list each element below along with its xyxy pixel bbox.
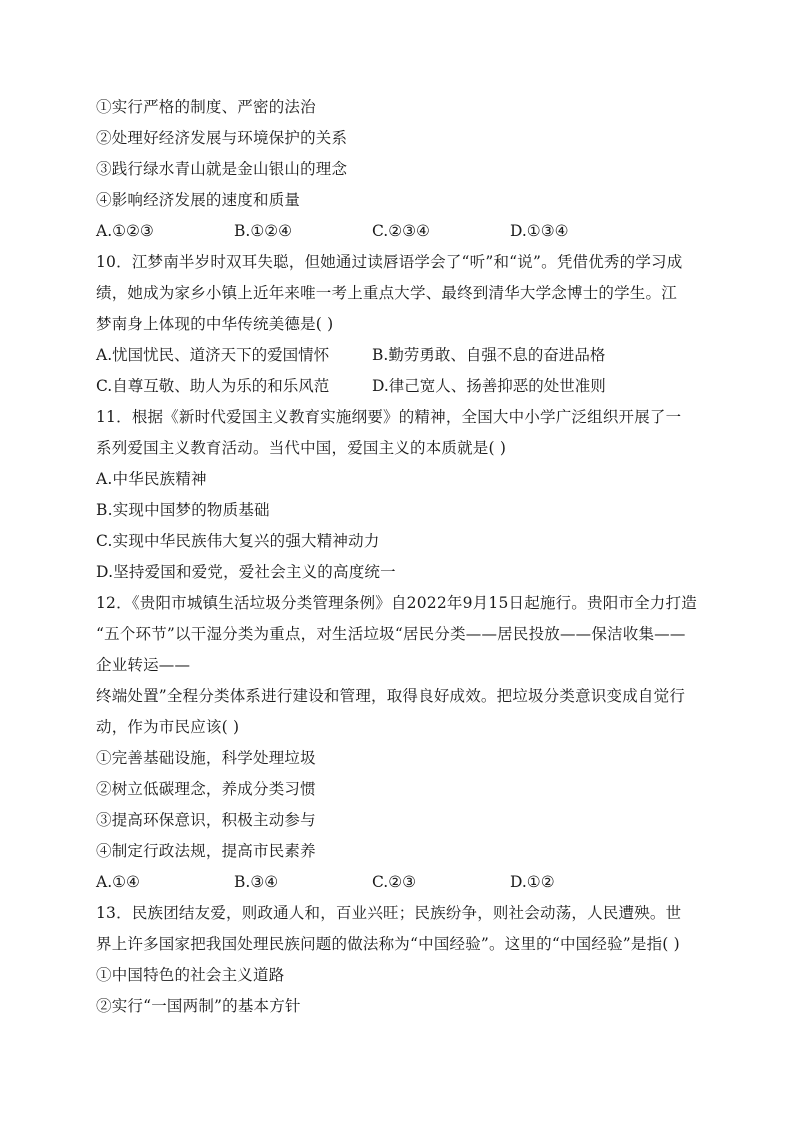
q10-stem-line: 梦南身上体现的中华传统美德是( ) xyxy=(96,315,334,333)
q9-item: ④影响经济发展的速度和质量 xyxy=(96,191,301,209)
q10-option-b: B.勤劳勇敢、自强不息的奋进品格 xyxy=(372,346,606,364)
q11-stem-line: 11．根据《新时代爱国主义教育实施纲要》的精神，全国大中小学广泛组织开展了一 xyxy=(96,408,682,426)
q9-option-c: C.②③④ xyxy=(372,222,430,240)
q10-stem-line: 10．江梦南半岁时双耳失聪，但她通过读唇语学会了“听”和“说”。凭借优秀的学习成 xyxy=(96,253,683,271)
q11-option-a: A.中华民族精神 xyxy=(96,470,207,488)
q13-stem-line: 13．民族团结友爱，则政通人和，百业兴旺；民族纷争，则社会动荡，人民遭殃。世 xyxy=(96,904,682,922)
q12-stem-line: “五个环节”以干湿分类为重点，对生活垃圾“居民分类——居民投放——保洁收集—— xyxy=(96,625,686,643)
q12-options xyxy=(96,867,716,898)
q12-item: ③提高环保意识，积极主动参与 xyxy=(96,811,316,829)
q13-stem-line: 界上许多国家把我国处理民族问题的做法称为“中国经验”。这里的“中国经验”是指( ) xyxy=(96,935,680,953)
question-9 xyxy=(96,92,716,247)
q12-stem-line: 终端处置”全程分类体系进行建设和管理，取得良好成效。把垃圾分类意识变成自觉行 xyxy=(96,687,686,705)
q12-stem-line: 12．《贵阳市城镇生活垃圾分类管理条例》自2022年9月15日起施行。贵阳市全力打造 xyxy=(96,594,697,612)
q9-item: ②处理好经济发展与环境保护的关系 xyxy=(96,129,348,147)
q9-option-b: B.①②④ xyxy=(234,222,293,240)
q9-option-d: D.①③④ xyxy=(510,222,569,240)
q10-option-d: D.律己宽人、扬善抑恶的处世准则 xyxy=(372,377,606,395)
q11-option-c: C.实现中华民族伟大复兴的强大精神动力 xyxy=(96,532,380,550)
question-13 xyxy=(96,898,716,1022)
exam-page xyxy=(96,92,716,1022)
q12-item: ④制定行政法规，提高市民素养 xyxy=(96,842,316,860)
q11-option-b: B.实现中国梦的物质基础 xyxy=(96,501,270,519)
question-11 xyxy=(96,402,716,588)
q9-item: ①实行严格的制度、严密的法治 xyxy=(96,98,316,116)
q13-item: ②实行“一国两制”的基本方针 xyxy=(96,997,301,1015)
q12-item: ②树立低碳理念，养成分类习惯 xyxy=(96,780,316,798)
q12-stem-line: 企业转运—— xyxy=(96,656,191,674)
q12-option-a: A.①④ xyxy=(96,873,140,891)
q12-option-c: C.②③ xyxy=(372,873,417,891)
q9-option-a: A.①②③ xyxy=(96,222,154,240)
question-12 xyxy=(96,588,716,898)
q12-option-d: D.①② xyxy=(510,873,555,891)
q12-stem-line: 动，作为市民应该( ) xyxy=(96,718,240,736)
q9-options xyxy=(96,216,716,247)
q11-option-d: D.坚持爱国和爱党，爱社会主义的高度统一 xyxy=(96,563,396,581)
q13-item: ①中国特色的社会主义道路 xyxy=(96,966,285,984)
q12-option-b: B.③④ xyxy=(234,873,279,891)
q10-stem-line: 绩，她成为家乡小镇上近年来唯一考上重点大学、最终到清华大学念博士的学生。江 xyxy=(96,284,677,302)
q10-option-c: C.自尊互敬、助人为乐的和乐风范 xyxy=(96,377,330,395)
question-10 xyxy=(96,247,716,402)
q9-item: ③践行绿水青山就是金山银山的理念 xyxy=(96,160,348,178)
q10-option-a: A.忧国忧民、道济天下的爱国情怀 xyxy=(96,346,330,364)
q10-options-row-2 xyxy=(96,371,716,402)
q10-options-row-1 xyxy=(96,340,716,371)
q12-item: ①完善基础设施，科学处理垃圾 xyxy=(96,749,316,767)
q11-stem-line: 系列爱国主义教育活动。当代中国，爱国主义的本质就是( ) xyxy=(96,439,507,457)
